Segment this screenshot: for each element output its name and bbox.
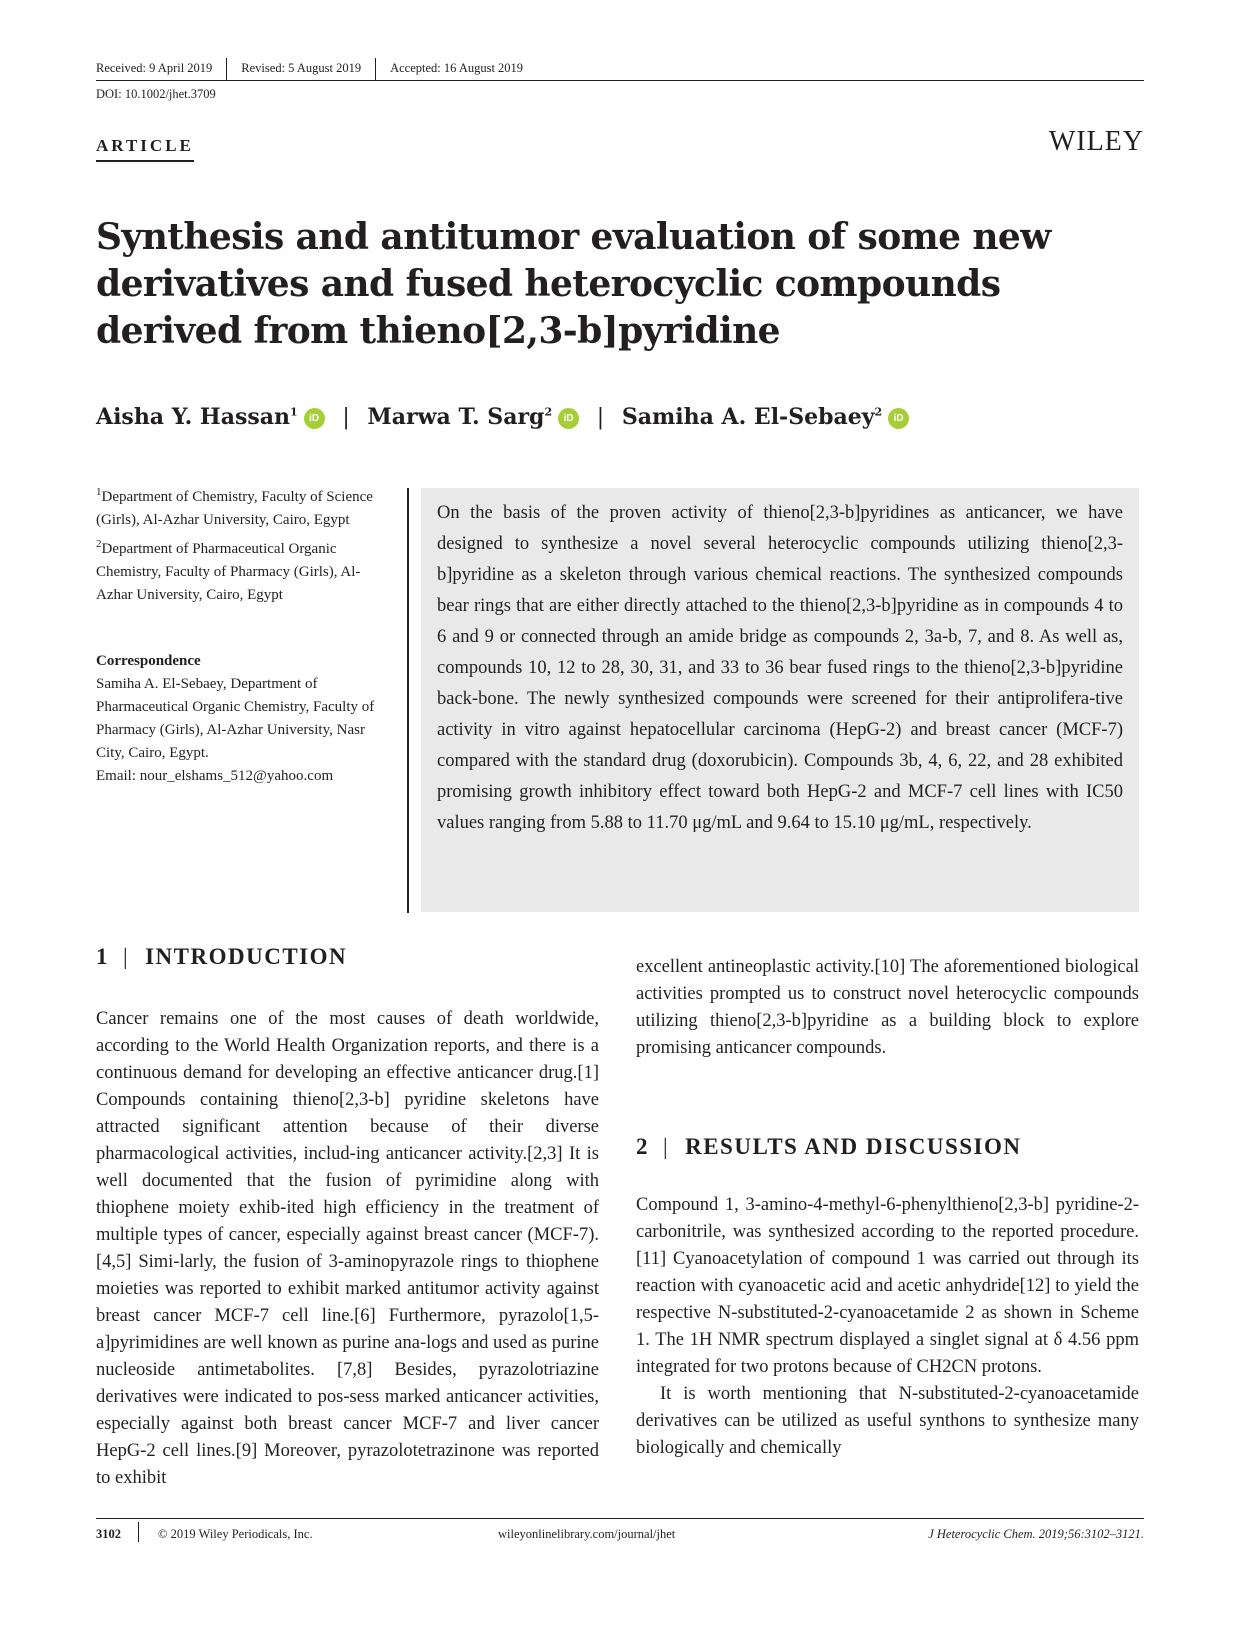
- correspondence: [96, 650, 388, 788]
- correspondence-heading: Correspondence: [96, 653, 201, 669]
- footer-rule: [96, 1518, 1144, 1519]
- article-type-label: ARTICLE: [96, 136, 194, 162]
- results-paragraph: Compound 1, 3-amino-4-methyl-6-phenylthieno[2,3-b] pyridine-2-carbonitrile, was synthesized according to the reported procedure. [11] Cyanoacetylation of compound 1 was carried out through its reaction with cyanoacetic acid and acetic anhydride[12] to yield the respective N-substituted-2-cyanoacetamide 2 as shown in Scheme 1. The 1H NMR spectrum displayed a singlet signal at δ 4.56 ppm integrated for two protons because of CH2CN protons.: [636, 1195, 1139, 1377]
- abstract-rule: [407, 488, 409, 913]
- results-paragraph: It is worth mentioning that N-substituted-2-cyanoacetamide derivatives can be utilized as useful synthons to synthesize many biologically and chemically: [636, 1384, 1139, 1458]
- copyright: © 2019 Wiley Periodicals, Inc.: [158, 1527, 313, 1541]
- publisher-logo: WILEY: [1048, 126, 1144, 157]
- introduction-continuation: excellent antineoplastic activity.[10] The aforementioned biological activities prompted us to construct novel heterocyclic compounds utilizing thieno[2,3-b]pyridine as a building block to explore promising anticancer compounds.: [636, 957, 1139, 1058]
- page-number: 3102: [96, 1527, 121, 1541]
- accepted-date: Accepted: 16 August 2019: [390, 60, 524, 75]
- affiliations: [96, 486, 388, 613]
- correspondence-email[interactable]: Email: nour_elshams_512@yahoo.com: [96, 768, 334, 784]
- journal-url[interactable]: wileyonlinelibrary.com/journal/jhet: [498, 1527, 676, 1541]
- section-heading-introduction: 1 | INTRODUCTION: [96, 944, 348, 969]
- author-list: Aisha Y. Hassan$^1$ iD | Marwa T. Sarg$^2$ iD | Samiha A. El-Sebaey$^2$ iD: [96, 404, 909, 430]
- orcid-icon[interactable]: iD: [304, 408, 325, 429]
- received-date: Received: 9 April 2019: [96, 60, 213, 75]
- section-heading-results: 2 | RESULTS AND DISCUSSION: [636, 1134, 1022, 1159]
- header-rule: [96, 80, 1144, 81]
- orcid-icon[interactable]: iD: [888, 408, 909, 429]
- introduction-text: Cancer remains one of the most causes of death worldwide, according to the World Health Organization reports, and there is a continuous demand for developing an effective anticancer drug.[1] Compounds containing thieno[2,3-b] pyridine skeletons have attracted significant attention because of their diverse pharmacological activities, includ-ing anticancer activity.[2,3] It is well documented that the fusion of pyrimidine along with thiophene moiety exhib-ited high efficiency in the treatment of multiple types of cancer, especially against breast cancer (MCF-7).[4,5] Simi-larly, the fusion of 3-aminopyrazole rings to thiophene moieties was reported to exhibit marked antitumor activity against breast cancer MCF-7 cell line.[6] Furthermore, pyrazolo[1,5-a]pyrimidines are well known as purine ana-logs and used as purine nucleoside antimetabolites. [7,8] Besides, pyrazolotriazine derivatives were indicated to pos-sess marked anticancer activities, especially against both breast cancer MCF-7 and liver cancer HepG-2 cell lines.[9] Moreover, pyrazolotetrazinone was reported to exhibit: [96, 1009, 599, 1488]
- journal-citation: J Heterocyclic Chem. 2019;56:3102–3121.: [928, 1527, 1144, 1541]
- dates-line: [96, 58, 523, 80]
- paper-title: Synthesis and antitumor evaluation of some new derivatives and fused heterocyclic compounds derived from thieno[2,3-b]pyridine: [96, 216, 1051, 352]
- footer-separator: [138, 1522, 139, 1542]
- orcid-icon[interactable]: iD: [558, 408, 579, 429]
- affiliation: $^2$Department of Pharmaceutical Organic Chemistry, Faculty of Pharmacy (Girls), Al-Azhar University, Cairo, Egypt: [96, 538, 361, 603]
- doi[interactable]: DOI: 10.1002/jhet.3709: [96, 87, 216, 101]
- author-name[interactable]: Samiha A. El-Sebaey: [621, 404, 875, 430]
- correspondence-address: Samiha A. El-Sebaey, Department of Pharmaceutical Organic Chemistry, Faculty of Pharmacy (Girls), Al-Azhar University, Nasr City, Cairo, Egypt.: [96, 676, 375, 761]
- author-name[interactable]: Aisha Y. Hassan: [96, 404, 290, 430]
- author-name[interactable]: Marwa T. Sarg: [367, 404, 545, 430]
- revised-date: Revised: 5 August 2019: [241, 60, 362, 75]
- results-text: [636, 1192, 1139, 1462]
- affiliation: $^1$Department of Chemistry, Faculty of Science (Girls), Al-Azhar University, Cairo, Egypt: [96, 486, 373, 528]
- abstract: On the basis of the proven activity of thieno[2,3-b]pyridines as anticancer, we have designed to synthesize a novel several heterocyclic compounds utilizing thieno[2,3-b]pyridine as a skeleton through various chemical reactions. The synthesized compounds bear rings that are either directly attached to the thieno[2,3-b]pyridine as in compounds 4 to 6 and 9 or connected through an amide bridge as compounds 2, 3a-b, 7, and 8. As well as, compounds 10, 12 to 28, 30, 31, and 33 to 36 bear fused rings to the thieno[2,3-b]pyridine back-bone. The newly synthesized compounds were screened for their antiprolifera-tive activity in vitro against hepatocellular carcinoma (HepG-2) and breast cancer (MCF-7) compared with the standard drug (doxorubicin). Compounds 3b, 4, 6, 22, and 28 exhibited promising growth inhibitory effect toward both HepG-2 and MCF-7 cell lines with IC50 values ranging from 5.88 to 11.70 μg/mL and 9.64 to 15.10 μg/mL, respectively.: [421, 488, 1139, 912]
